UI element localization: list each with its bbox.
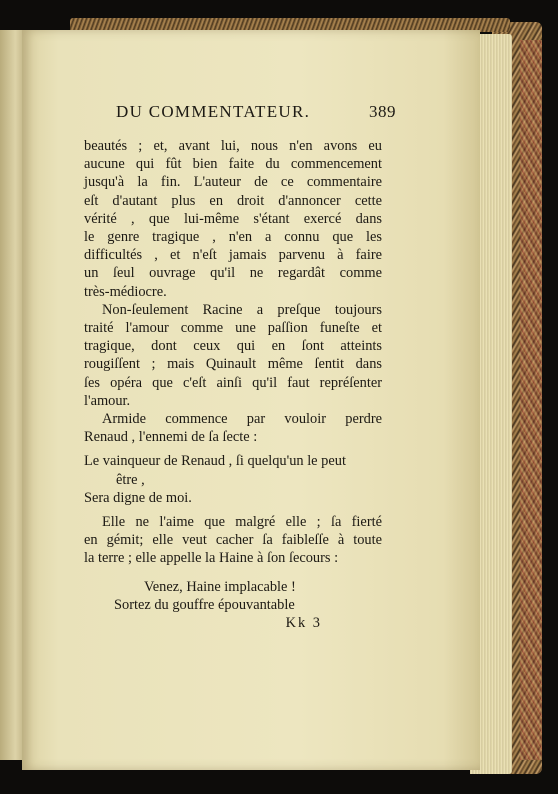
- verse-line: Venez, Haine implacable !: [144, 578, 296, 595]
- text-line: tragique, dont ceux qui en ſont atteints: [84, 338, 382, 355]
- board-edge: [520, 40, 542, 760]
- text-line: aucune qui fût bien faite du commencement: [84, 156, 382, 173]
- text-line: vérité , que lui-même s'étant exercé dans: [84, 210, 382, 227]
- text-line: Renaud , l'ennemi de ſa ſecte :: [84, 429, 258, 446]
- verse: [84, 578, 382, 614]
- text-line: très-médiocre.: [84, 283, 167, 300]
- page-content: [84, 102, 396, 632]
- quote-line: Le vainqueur de Renaud , ſi quelqu'un le peut: [84, 453, 346, 470]
- text-line: eſt d'autant plus en droit d'annoncer cette: [84, 192, 382, 209]
- text-line: l'amour.: [84, 392, 131, 409]
- text-line: difficultés , et n'eſt jamais parvenu à faire: [84, 247, 382, 264]
- text-line: Non-ſeulement Racine a preſque toujours: [102, 301, 382, 318]
- text-line: Armide commence par vouloir perdre: [102, 411, 382, 428]
- book-page: [22, 30, 480, 770]
- running-title: DU COMMENTATEUR.: [116, 102, 311, 121]
- quotation: [84, 452, 382, 507]
- text-line: traité l'amour comme une paſſion funeſte et: [84, 320, 382, 337]
- page-number: 389: [369, 102, 396, 121]
- quote-line: Sera digne de moi.: [84, 489, 192, 506]
- text-line: la terre ; elle appelle la Haine à ſon ſecours :: [84, 550, 339, 567]
- text-line: un ſeul ouvrage qu'il ne regardât comme: [84, 265, 382, 282]
- quote-line-continued: être ,: [116, 471, 145, 488]
- text-line: ſes opéra que c'eſt ainſi qu'il faut repréſenter: [84, 374, 382, 391]
- signature-mark: Kk 3: [285, 615, 322, 632]
- page-body: [84, 137, 382, 446]
- running-header: [116, 102, 396, 122]
- text-line: rougiſſent ; mais Quinault même ſentit dans: [84, 356, 382, 373]
- text-line: Elle ne l'aime que malgré elle ; ſa fierté: [102, 514, 382, 531]
- text-line: en gémit; elle veut cacher ſa faibleſſe à toute: [84, 532, 382, 549]
- page-body-continued: [84, 513, 382, 568]
- left-page-edge: [0, 30, 23, 760]
- text-line: jusqu'à la fin. L'auteur de ce commentaire: [84, 174, 382, 191]
- text-line: beautés ; et, avant lui, nous n'en avons eu: [84, 138, 382, 154]
- text-line: le genre tragique , n'en a connu que les: [84, 229, 382, 246]
- verse-line: Sortez du gouffre épouvantable: [114, 596, 295, 613]
